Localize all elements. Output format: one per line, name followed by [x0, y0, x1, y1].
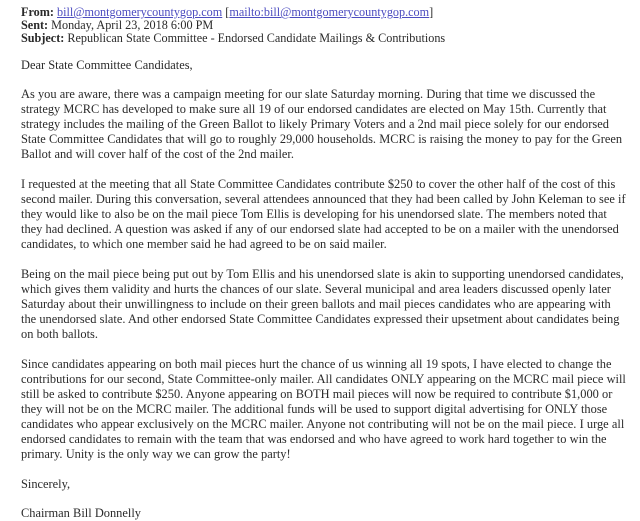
subject-value: Republican State Committee - Endorsed Candidate Mailings & Contributions [67, 31, 446, 46]
email-salutation: Dear State Committee Candidates, [21, 57, 193, 72]
subject-label: Subject: [21, 31, 65, 46]
email-paragraph-4: Since candidates appearing on both mail pieces hurt the chance of us winning all 19 spots, I have elected to change the contributions for our second, State Committee-only mailer. All candidates ONLY appearing on the MCRC mail piece will still be asked to contribute $250. Anyone appearing on BOTH mail pieces will now be required to contribute $1,000 or they will not be on the MCRC mailer. The additional funds will be used to support digital advertising for ONLY those candidates who appear exclusively on the MCRC mailer. Anyone not contributing will not be on the mail piece. I urge all endorsed candidates to remain with the team that was endorsed and who have agreed to work hard together to win the primary. Unity is the only way we can grow the party! [21, 356, 626, 461]
email-header-subject-line [21, 32, 626, 45]
email-paragraph-3: Being on the mail piece being put out by Tom Ellis and his unendorsed slate is akin to supporting unendorsed candidates, which gives them validity and hurts the chances of our slate. Several municipal and area leaders discussed openly later Saturday about their unwillingness to include on their green ballots and mail pieces candidates who are appearing with the unendorsed slate. And other endorsed State Committee Candidates expressed their upsetment about candidates being on both ballots. [21, 266, 624, 342]
email-header-from-line [21, 6, 626, 19]
from-mailto-bracket-open: [ [225, 5, 230, 19]
from-mailto-bracket-close: ] [429, 5, 434, 19]
email-paragraph-1: As you are aware, there was a campaign meeting for our slate Saturday morning. During that time we discussed the strategy MCRC has developed to make sure all 19 of our endorsed candidates are elected on May 15th. Currently that strategy includes the mailing of the Green Ballot to likely Primary Voters and a 2nd mail piece solely for our endorsed State Committee Candidates that will go to roughly 29,000 households. MCRC is raising the money to pay for the Green Ballot and will cover half of the cost of the 2nd mailer. [21, 87, 623, 162]
email-signature: Chairman Bill Donnelly [21, 505, 141, 520]
email-header [21, 6, 626, 45]
email-header-sent-line [21, 19, 626, 32]
from-address-link[interactable]: bill@montgomerycountygop.com [57, 5, 223, 19]
sent-value: Monday, April 23, 2018 6:00 PM [51, 18, 214, 33]
email-closing: Sincerely, [21, 476, 71, 491]
sent-label: Sent: [21, 18, 49, 33]
from-label: From: [21, 5, 54, 19]
email-paragraph-2: I requested at the meeting that all State Committee Candidates contribute $250 to cover the other half of the cost of this second mailer. During this conversation, several attendees announced that they had been called by John Keleman to see if they would like to also be on the mail piece Tom Ellis is developing for his unendorsed slate. The members noted that they had declined. A question was asked if any of our endorsed slate had accepted to be on a mailer with the unendorsed candidates, to which one member said he had agreed to be on said mailer. [21, 177, 626, 252]
from-mailto-link[interactable]: mailto:bill@montgomerycountygop.com [229, 5, 430, 19]
email-body [21, 58, 626, 521]
